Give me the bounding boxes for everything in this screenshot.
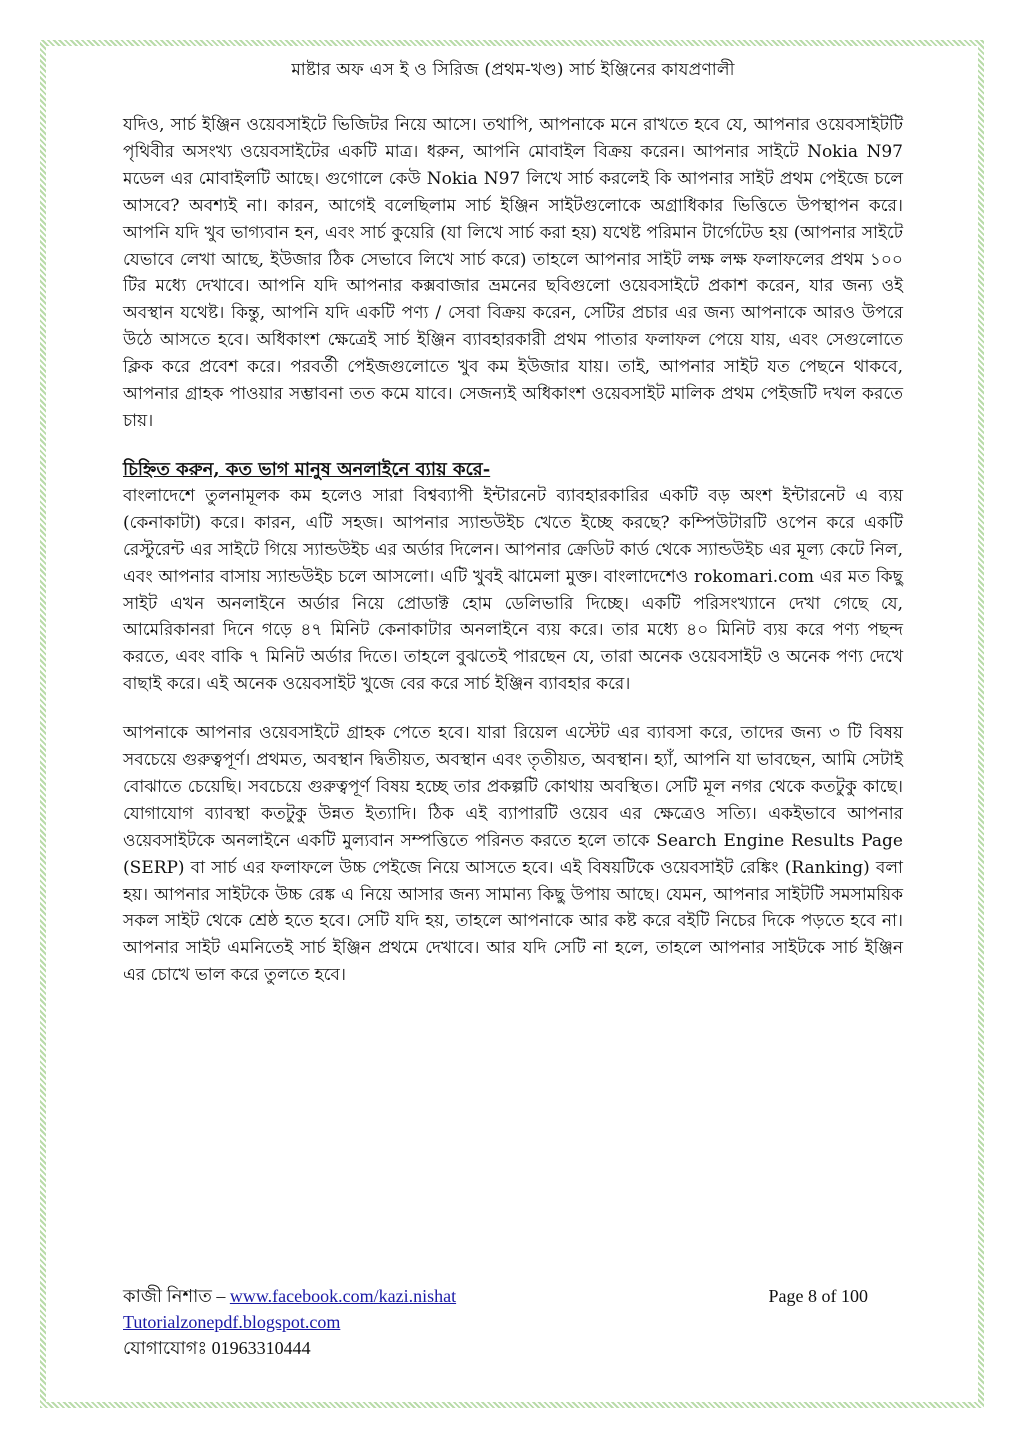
page-footer [123,1283,868,1361]
body-paragraph-2: বাংলাদেশে তুলনামূলক কম হলেও সারা বিশ্বব্যাপী ইন্টারনেট ব্যাবহারকারির একটি বড় অংশ ইন্টারনেট এ ব্যয় (কেনাকাটা) করে। কারন, এটি সহজ। আপনার স্যান্ডউইচ খেতে ইচ্ছে করছে? কম্পিউটারটি ওপেন করে একটি রেস্টুরেন্ট এর সাইটে গিয়ে স্যান্ডউইচ এর অর্ডার দিলেন। আপনার ক্রেডিট কার্ড থেকে স্যান্ডউইচ এর মূল্য কেটে নিল, এবং আপনার বাসায় স্যান্ডউইচ চলে আসলো। এটি খুবই ঝামেলা মুক্ত। বাংলাদেশেও rokomari.com এর মত কিছু সাইট এখন অনলাইনে অর্ডার নিয়ে প্রোডাক্ট হোম ডেলিভারি দিচ্ছে। একটি পরিসংখ্যানে দেখা গেছে যে, আমেরিকানরা দিনে গড়ে ৪৭ মিনিট কেনাকাটার অনলাইনে ব্যয় করে। তার মধ্যে ৪০ মিনিট ব্যয় করে পণ্য পছন্দ করতে, এবং বাকি ৭ মিনিট অর্ডার দিতে। তাহলে বুঝতেই পারছেন যে, তারা অনেক ওয়েবসাইট ও অনেক পণ্য দেখে বাছাই করে। এই অনেক ওয়েবসাইট খুজে বের করে সার্চ ইঞ্জিন ব্যাবহার করে। [123,485,903,695]
page-content [123,58,903,989]
body-paragraph-3: আপনাকে আপনার ওয়েবসাইটে গ্রাহক পেতে হবে। যারা রিয়েল এস্টেট এর ব্যাবসা করে, তাদের জন্য ৩ টি বিষয় সবচেয়ে গুরুত্বপূর্ণ। প্রথমত, অবস্থান দ্বিতীয়ত, অবস্থান এবং তৃতীয়ত, অবস্থান। হ্যাঁ, আপনি যা ভাবছেন, আমি সেটাই বোঝাতে চেয়েছি। সবচেয়ে গুরুত্বপূর্ণ বিষয় হচ্ছে তার প্রকল্পটি কোথায় অবস্থিত। সেটি মূল নগর থেকে কতটুকু কাছে। যোগাযোগ ব্যাবস্থা কতটুকু উন্নত ইত্যাদি। ঠিক এই ব্যাপারটি ওয়েব এর ক্ষেত্রেও সত্যি। একইভাবে আপনার ওয়েবসাইটকে অনলাইনে একটি মুল্যবান সম্পত্তিতে পরিনত করতে হলে তাকে Search Engine Results Page (SERP) বা সার্চ এর ফলাফলে উচ্চ পেইজে নিয়ে আসতে হবে। এই বিষয়টিকে ওয়েবসাইট রেঙ্কিং (Ranking) বলা হয়। আপনার সাইটকে উচ্চ রেঙ্ক এ নিয়ে আসার জন্য সামান্য কিছু উপায় আছে। যেমন, আপনার সাইটটি সমসাময়িক সকল সাইট থেকে শ্রেষ্ঠ হতে হবে। সেটি যদি হয়, তাহলে আপনাকে আর কষ্ট করে বইটি নিচের দিকে পড়তে হবে না। আপনার সাইট এমনিতেই সার্চ ইঞ্জিন প্রথমে দেখাবে। আর যদি সেটি না হলে, তাহলে আপনার সাইটকে সার্চ ইঞ্জিন এর চোখে ভাল করে তুলতে হবে। [123,723,903,986]
footer-author-name: কাজী নিশাত – [123,1286,226,1306]
section-heading: চিহ্নিত করুন, কত ভাগ মানুষ অনলাইনে ব্যায় করে- [123,458,491,480]
footer-first-line [123,1283,868,1309]
footer-contact: যোগাযোগঃ 01963310444 [123,1338,311,1358]
blog-link[interactable]: Tutorialzonepdf.blogspot.com [123,1312,341,1332]
facebook-link[interactable]: www.facebook.com/kazi.nishat [229,1286,457,1306]
footer-author-line [123,1283,456,1309]
footer-blog-line [123,1309,868,1335]
body-paragraph-1: যদিও, সার্চ ইঞ্জিন ওয়েবসাইটে ভিজিটর নিয়ে আসে। তথাপি, আপনাকে মনে রাখতে হবে যে, আপনার ওয়েবসাইটটি পৃথিবীর অসংখ্য ওয়েবসাইটের একটি মাত্র। ধরুন, আপনি মোবাইল বিক্রয় করেন। আপনার সাইটে Nokia N97 মডেল এর মোবাইলটি আছে। গুগোলে কেউ Nokia N97 লিখে সার্চ করলেই কি আপনার সাইট প্রথম পেইজে চলে আসবে? অবশ্যই না। কারন, আগেই বলেছিলাম সার্চ ইঞ্জিন সাইটগুলোকে অগ্রাধিকার ভিত্তিতে উপস্থাপন করে। আপনি যদি খুব ভাগ্যবান হন, এবং সার্চ কুয়েরি (যা লিখে সার্চ করা হয়) যথেষ্ট পরিমান টার্গেটেড হয় (আপনার সাইটে যেভাবে লেখা আছে, ইউজার ঠিক সেভাবে লিখে সার্চ করে) তাহলে আপনার সাইট লক্ষ লক্ষ ফলাফলের প্রথম ১০০ টির মধ্যে দেখাবে। আপনি যদি আপনার কক্সবাজার ভ্রমনের ছবিগুলো ওয়েবসাইটে প্রকাশ করেন, যার জন্য ওই অবস্থান যথেষ্ট। কিন্তু, আপনি যদি একটি পণ্য / সেবা বিক্রয় করেন, সেটির প্রচার এর জন্য আপনাকে আরও উপরে উঠে আসতে হবে। অধিকাংশ ক্ষেত্রেই সার্চ ইঞ্জিন ব্যাবহারকারী প্রথম পাতার ফলাফল পেয়ে যায়, এবং সেগুলোতে ক্লিক করে প্রবেশ করে। পরবর্তী পেইজগুলোতে খুব কম ইউজার যায়। তাই, আপনার সাইট যত পেছনে থাকবে, আপনার গ্রাহক পাওয়ার সম্ভাবনা তত কমে যাবে। সেজন্যই অধিকাংশ ওয়েবসাইট মালিক প্রথম পেইজটি দখল করতে চায়। [123,115,903,431]
page-number: Page 8 of 100 [768,1286,868,1306]
running-header: মাষ্টার অফ এস ই ও সিরিজ (প্রথম-খণ্ড) সার্চ ইঞ্জিনের কাযপ্রণালী [291,60,735,80]
